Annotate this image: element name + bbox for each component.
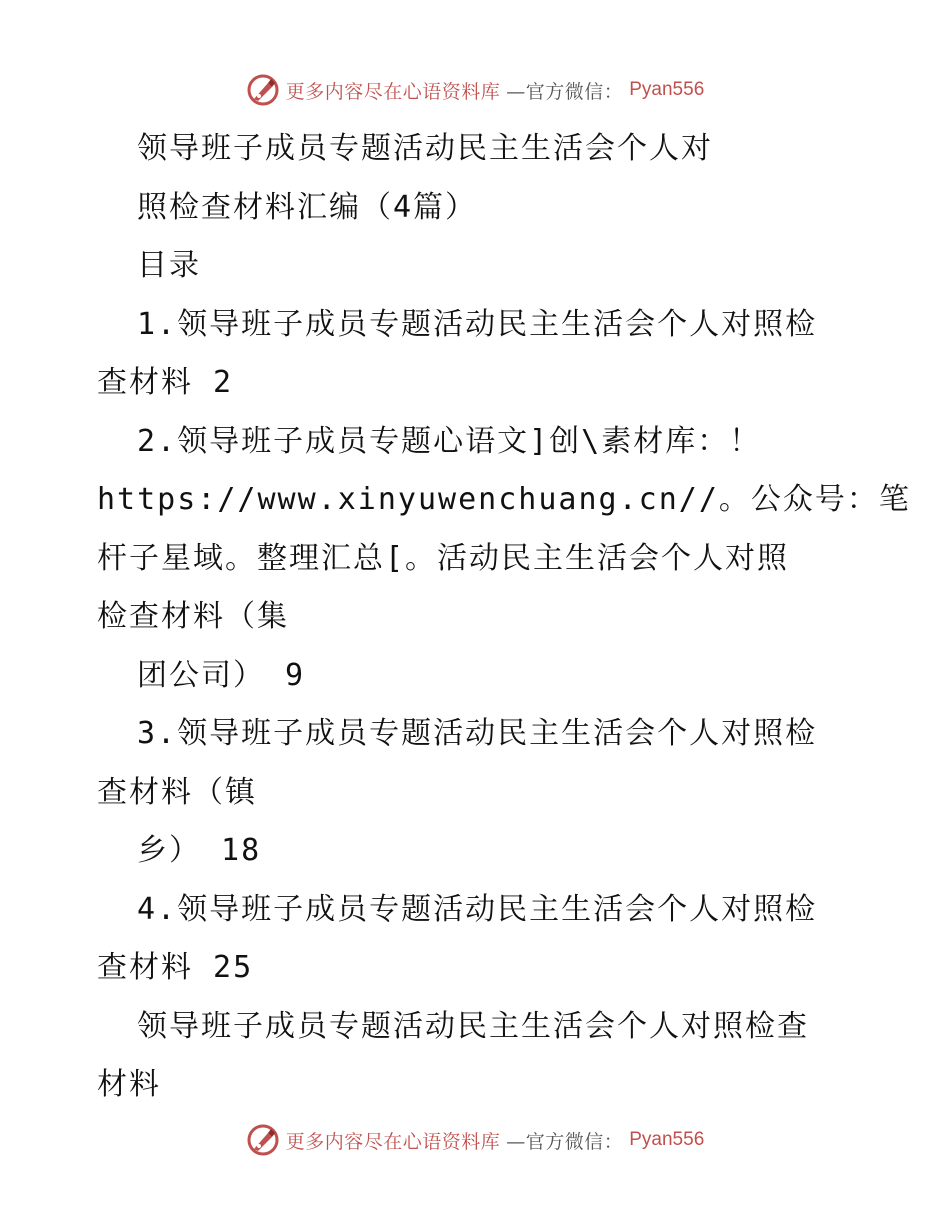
document-line: 目录 — [137, 248, 201, 283]
footer-banner — [246, 1123, 705, 1157]
document-line: 3.领导班子成员专题活动民主生活会个人对照检 — [137, 716, 818, 751]
document-line: 乡） 18 — [137, 833, 262, 868]
page-header — [0, 70, 950, 110]
footer-brand-id: Pyan556 — [629, 1129, 705, 1150]
document-line: 4.领导班子成员专题活动民主生活会个人对照检 — [137, 891, 818, 927]
footer-brand-main: 更多内容尽在心语资料库 — [285, 1130, 501, 1153]
header-banner — [246, 73, 705, 107]
pen-logo-icon — [246, 73, 280, 107]
document-line: 2.领导班子成员专题心语文]创\素材库：！ — [137, 423, 762, 459]
header-brand-main: 更多内容尽在心语资料库 — [285, 80, 501, 103]
header-brand-id: Pyan556 — [629, 79, 705, 100]
header-brand-sub: —官方微信： — [506, 80, 624, 103]
document-line: 查材料（镇 — [97, 774, 257, 810]
document-line: 杆子星域。整理汇总[。活动民主生活会个人对照 — [97, 540, 790, 576]
document-line: 查材料 2 — [97, 365, 234, 400]
document-line: 1.领导班子成员专题活动民主生活会个人对照检 — [137, 306, 818, 342]
document-line: https://www.xinyuwenchuang.cn//。公众号：笔 — [97, 482, 911, 517]
document-line: 团公司） 9 — [137, 657, 306, 693]
document-line: 查材料 25 — [97, 950, 254, 985]
document-line: 检查材料（集 — [97, 599, 289, 634]
page-footer — [0, 1120, 950, 1160]
document-body — [97, 120, 911, 1115]
footer-brand-sub: —官方微信： — [506, 1130, 624, 1153]
pen-logo-icon — [246, 1123, 280, 1157]
document-line: 领导班子成员专题活动民主生活会个人对照检查 — [137, 1008, 809, 1044]
document-line: 照检查材料汇编（4篇） — [137, 189, 478, 225]
document-line: 领导班子成员专题活动民主生活会个人对 — [137, 131, 713, 166]
document-line: 材料 — [97, 1067, 161, 1102]
